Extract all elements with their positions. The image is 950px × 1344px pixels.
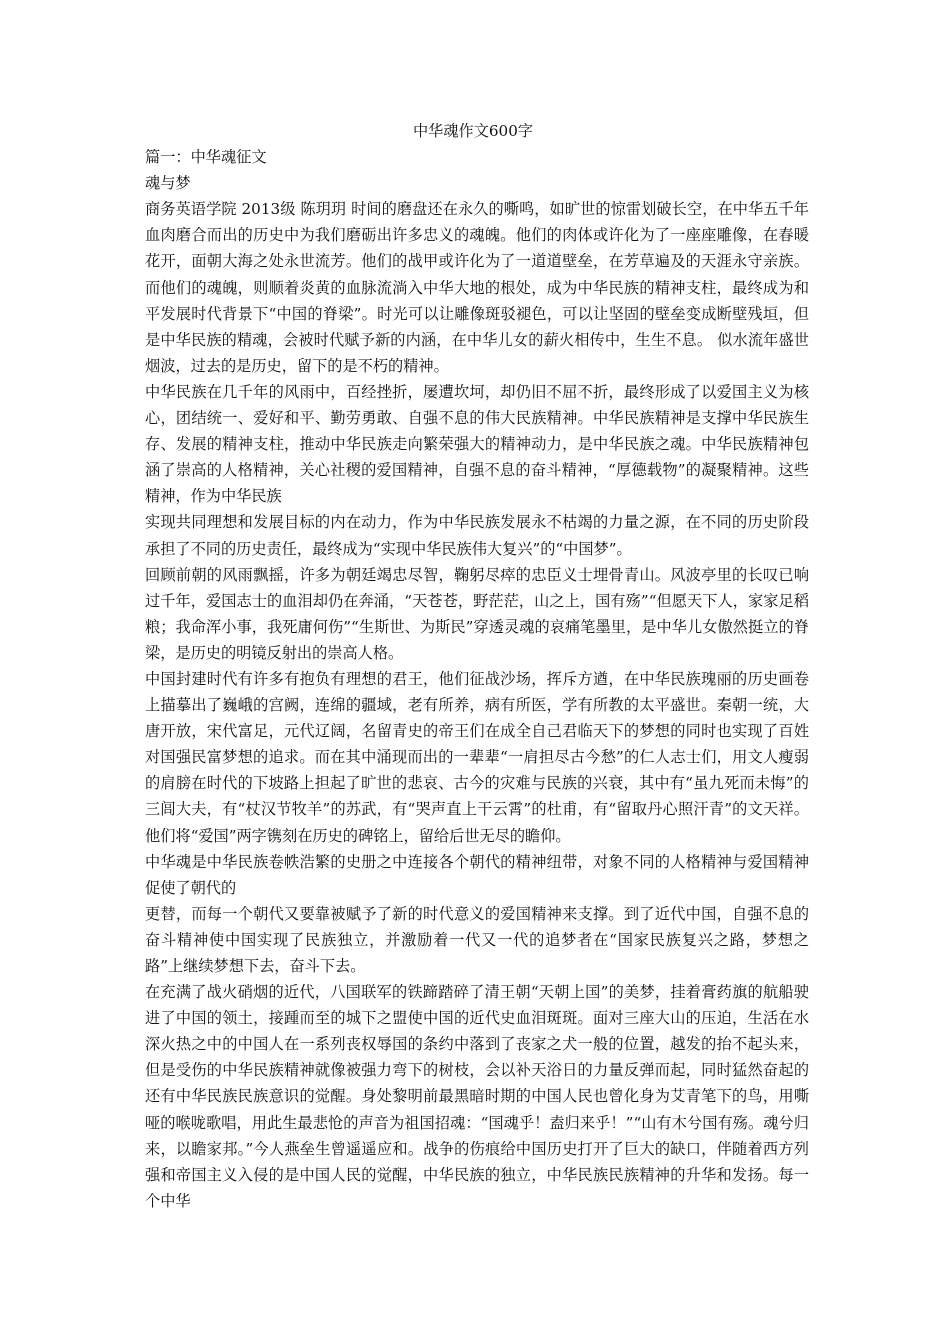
paragraph-8: 在充满了战火硝烟的近代，八国联军的铁蹄踏碎了清王朝“天朝上国”的美梦，挂着膏药旗的航船驶进了中国的领土，接踵而至的城下之盟使中国的近代史血泪斑斑。面对三座大山的压迫，生活在水深火热之中的中国人在一系列丧权辱国的条约中落到了丧家之犬一般的位置，越发的抬不起头来，但是受伤的中华民族精神就像被强力弯下的树枝，会以补天浴日的力量反弹而起，同时猛然奋起的还有中华民族民族意识的觉醒。身处黎明前最黑暗时期的中国人民也曾化身为艾青笔下的鸟，用嘶哑的喉咙歌唱，用此生最悲怆的声音为祖国招魂：“国魂乎！盍归来乎！”“山有木兮国有殇。魂兮归来，以瞻家邦。”今人燕垒生曾遥遥应和。战争的伤痕给中国历史打开了巨大的缺口，伴随着西方列强和帝国主义入侵的是中国人民的觉醒，中华民族的独立，中华民族民族精神的升华和发扬。每一个中华 <box>145 983 809 1210</box>
essay-subtitle: 魂与梦 <box>145 174 191 193</box>
document-title: 中华魂作文600字 <box>412 122 534 140</box>
document-body <box>145 118 809 1214</box>
paragraph-4: 回顾前朝的风雨飘摇，许多为朝廷竭忠尽智，鞠躬尽瘁的忠臣义士埋骨青山。风波亭里的长叹已响过千年，爱国志士的血泪却仍在奔涌，“天苍苍，野茫茫，山之上，国有殇”“但愿天下人，家家足稻粮；我命浑小事，我死庸何伤”“生斯世、为斯民”穿透灵魂的哀痛笔墨里，是中华儿女傲然挺立的脊梁，是历史的明镜反射出的崇高人格。 <box>145 565 809 662</box>
paragraph-3: 实现共同理想和发展目标的内在动力，作为中华民族发展永不枯竭的力量之源，在不同的历史阶段承担了不同的历史责任，最终成为“实现中华民族伟大复兴”的“中国梦”。 <box>145 513 809 558</box>
paragraph-5: 中国封建时代有许多有抱负有理想的君王，他们征战沙场，挥斥方遒，在中华民族瑰丽的历史画卷上描摹出了巍峨的宫阙，连绵的疆域，老有所养，病有所医，学有所教的太平盛世。秦朝一统，大唐开放，宋代富足，元代辽阔，名留青史的帝王们在成全自己君临天下的梦想的同时也实现了百姓对国强民富梦想的追求。而在其中涌现而出的一辈辈“一肩担尽古今愁”的仁人志士们，用文人瘦弱的肩膀在时代的下坡路上担起了旷世的悲哀、古今的灾难与民族的兴衰，其中有“虽九死而未悔”的三闾大夫，有“杖汉节牧羊”的苏武，有“哭声直上干云霄”的杜甫，有“留取丹心照汗青”的文天祥。他们将“爱国”两字镌刻在历史的碑铭上，留给后世无尽的瞻仰。 <box>145 669 809 845</box>
paragraph-7: 更替，而每一个朝代又要靠被赋予了新的时代意义的爱国精神来支撑。到了近代中国，自强不息的奋斗精神使中国实现了民族独立，并激励着一代又一代的追梦者在“国家民族复兴之路，梦想之路”上继续梦想下去，奋斗下去。 <box>145 904 809 975</box>
section-heading: 篇一：中华魂征文 <box>145 148 267 167</box>
paragraph-1: 商务英语学院 2013级 陈玥玥 时间的磨盘还在永久的嘶鸣，如旷世的惊雷划破长空，在中华五千年血肉磨合而出的历史中为我们磨砺出许多忠义的魂魄。他们的肉体或许化为了一座座雕像，在春暖花开，面朝大海之处永世流芳。他们的战甲或许化为了一道道壁垒，在芳草遍及的天涯永守亲族。而他们的魂魄，则顺着炎黄的血脉流淌入中华大地的根处，成为中华民族的精神支柱，最终成为和平发展时代背景下“中国的脊梁”。时光可以让雕像斑驳褪色，可以让坚固的壁垒变成断壁残垣，但是中华民族的精魂，会被时代赋予新的内涵，在中华儿女的薪火相传中，生生不息。 似水流年盛世烟波，过去的是历史，留下的是不朽的精神。 <box>145 200 809 375</box>
paragraph-6: 中华魂是中华民族卷帙浩繁的史册之中连接各个朝代的精神纽带，对象不同的人格精神与爱国精神促使了朝代的 <box>145 852 809 897</box>
paragraph-2: 中华民族在几千年的风雨中，百经挫折，屡遭坎坷，却仍旧不屈不折，最终形成了以爱国主义为核心，团结统一、爱好和平、勤劳勇敢、自强不息的伟大民族精神。中华民族精神是支撑中华民族生存、发展的精神支柱，推动中华民族走向繁荣强大的精神动力，是中华民族之魂。中华民族精神包涵了崇高的人格精神，关心社稷的爱国精神，自强不息的奋斗精神，“厚德载物”的凝聚精神。这些精神，作为中华民族 <box>145 382 809 506</box>
